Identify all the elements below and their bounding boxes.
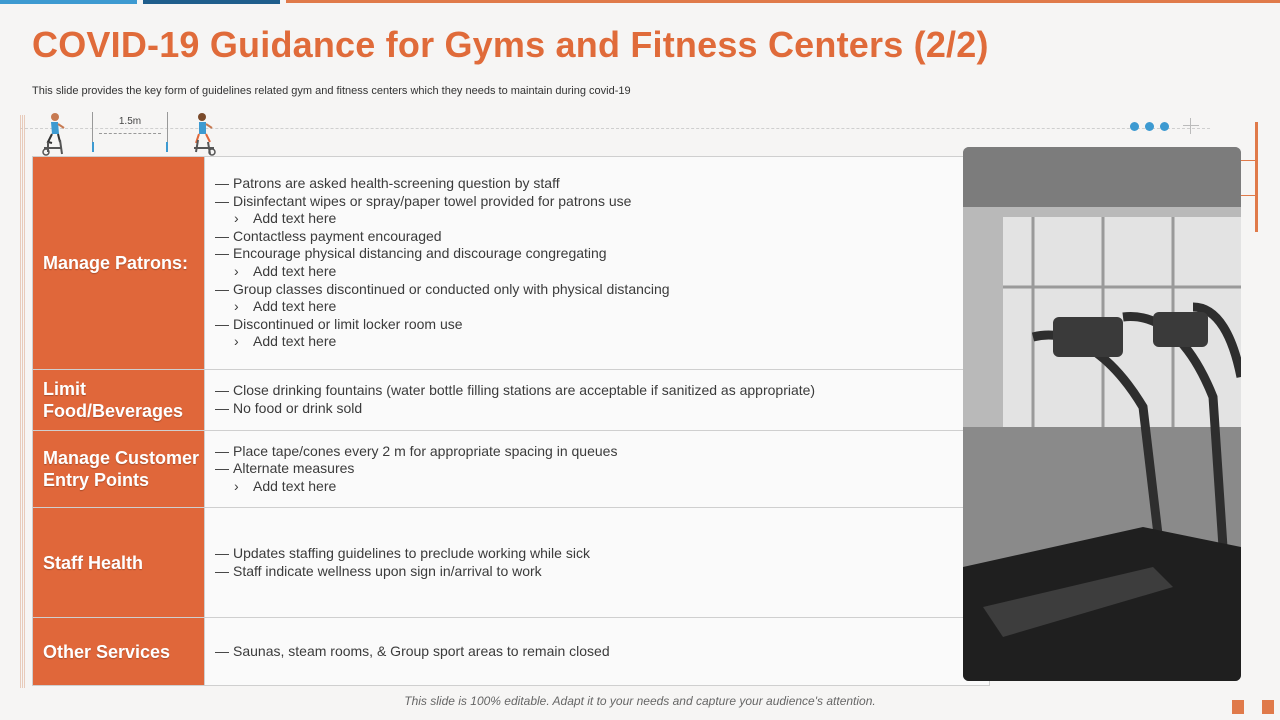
sub-list-item: › Add text here [234, 210, 337, 227]
list-item: — Discontinued or limit locker room use [215, 315, 463, 332]
treadmill-illustration [963, 147, 1241, 681]
puzzle-icon [1232, 700, 1244, 714]
row-content [205, 370, 989, 430]
row-label: Manage Patrons: [33, 157, 205, 369]
distance-arrow [99, 133, 161, 134]
top-accent-bar [0, 0, 137, 4]
row-content [205, 157, 989, 369]
puzzle-icon [1262, 700, 1274, 714]
left-decorative-rail [20, 115, 26, 688]
list-item: — Saunas, steam rooms, & Group sport areas to remain closed [215, 642, 610, 659]
gym-photo [963, 147, 1241, 681]
person-on-bike-icon [190, 112, 220, 156]
footer-note: This slide is 100% editable. Adapt it to your needs and capture your audience's attention. [404, 694, 876, 708]
list-item: — Updates staffing guidelines to preclude working while sick [215, 544, 590, 561]
list-item: — Encourage physical distancing and discourage congregating [215, 245, 607, 262]
person-on-bike-icon [38, 112, 68, 156]
row-label: Manage Customer Entry Points [33, 431, 205, 507]
distance-indicator [92, 112, 168, 152]
guidance-table [32, 156, 990, 686]
top-accent-bar [286, 0, 1280, 3]
table-row [33, 157, 989, 369]
list-item: — Patrons are asked health-screening question by staff [215, 175, 560, 192]
sub-list-item: › Add text here [234, 333, 337, 350]
row-label: Staff Health [33, 508, 205, 617]
distance-tick [92, 142, 94, 152]
table-row [33, 430, 989, 507]
row-content [205, 431, 989, 507]
distance-tick [166, 142, 168, 152]
list-item: — Group classes discontinued or conducted only with physical distancing [215, 280, 670, 297]
sub-list-item: › Add text here [234, 263, 337, 279]
distance-label: 1.5m [118, 116, 142, 127]
row-content [205, 508, 989, 617]
list-item: — No food or drink sold [215, 400, 363, 416]
dots-icon [1130, 122, 1169, 131]
row-label: Other Services [33, 618, 205, 685]
top-accent-bar [143, 0, 280, 4]
slide-title: COVID-19 Guidance for Gyms and Fitness Centers (2/2) [32, 24, 989, 65]
table-row [33, 507, 989, 617]
list-item: — Alternate measures [215, 460, 355, 477]
list-item: — Close drinking fountains (water bottle filling stations are acceptable if sanitized as appropriate) [215, 382, 816, 399]
table-row [33, 617, 989, 685]
row-content [205, 618, 989, 685]
row-label: Limit Food/Beverages [33, 370, 205, 430]
list-item: — Staff indicate wellness upon sign in/arrival to work [215, 562, 542, 579]
sub-list-item: › Add text here [234, 477, 337, 494]
table-row [33, 369, 989, 430]
list-item: — Disinfectant wipes or spray/paper towel provided for patrons use [215, 192, 632, 209]
right-decorative-rail [1255, 122, 1258, 232]
list-item: — Contactless payment encouraged [215, 227, 442, 244]
list-item: — Place tape/cones every 2 m for appropriate spacing in queues [215, 442, 618, 459]
sub-list-item: › Add text here [234, 298, 337, 315]
slide-subtitle: This slide provides the key form of guidelines related gym and fitness centers which they needs to maintain during covid-19 [32, 85, 631, 97]
crosshair-icon [1183, 118, 1199, 134]
